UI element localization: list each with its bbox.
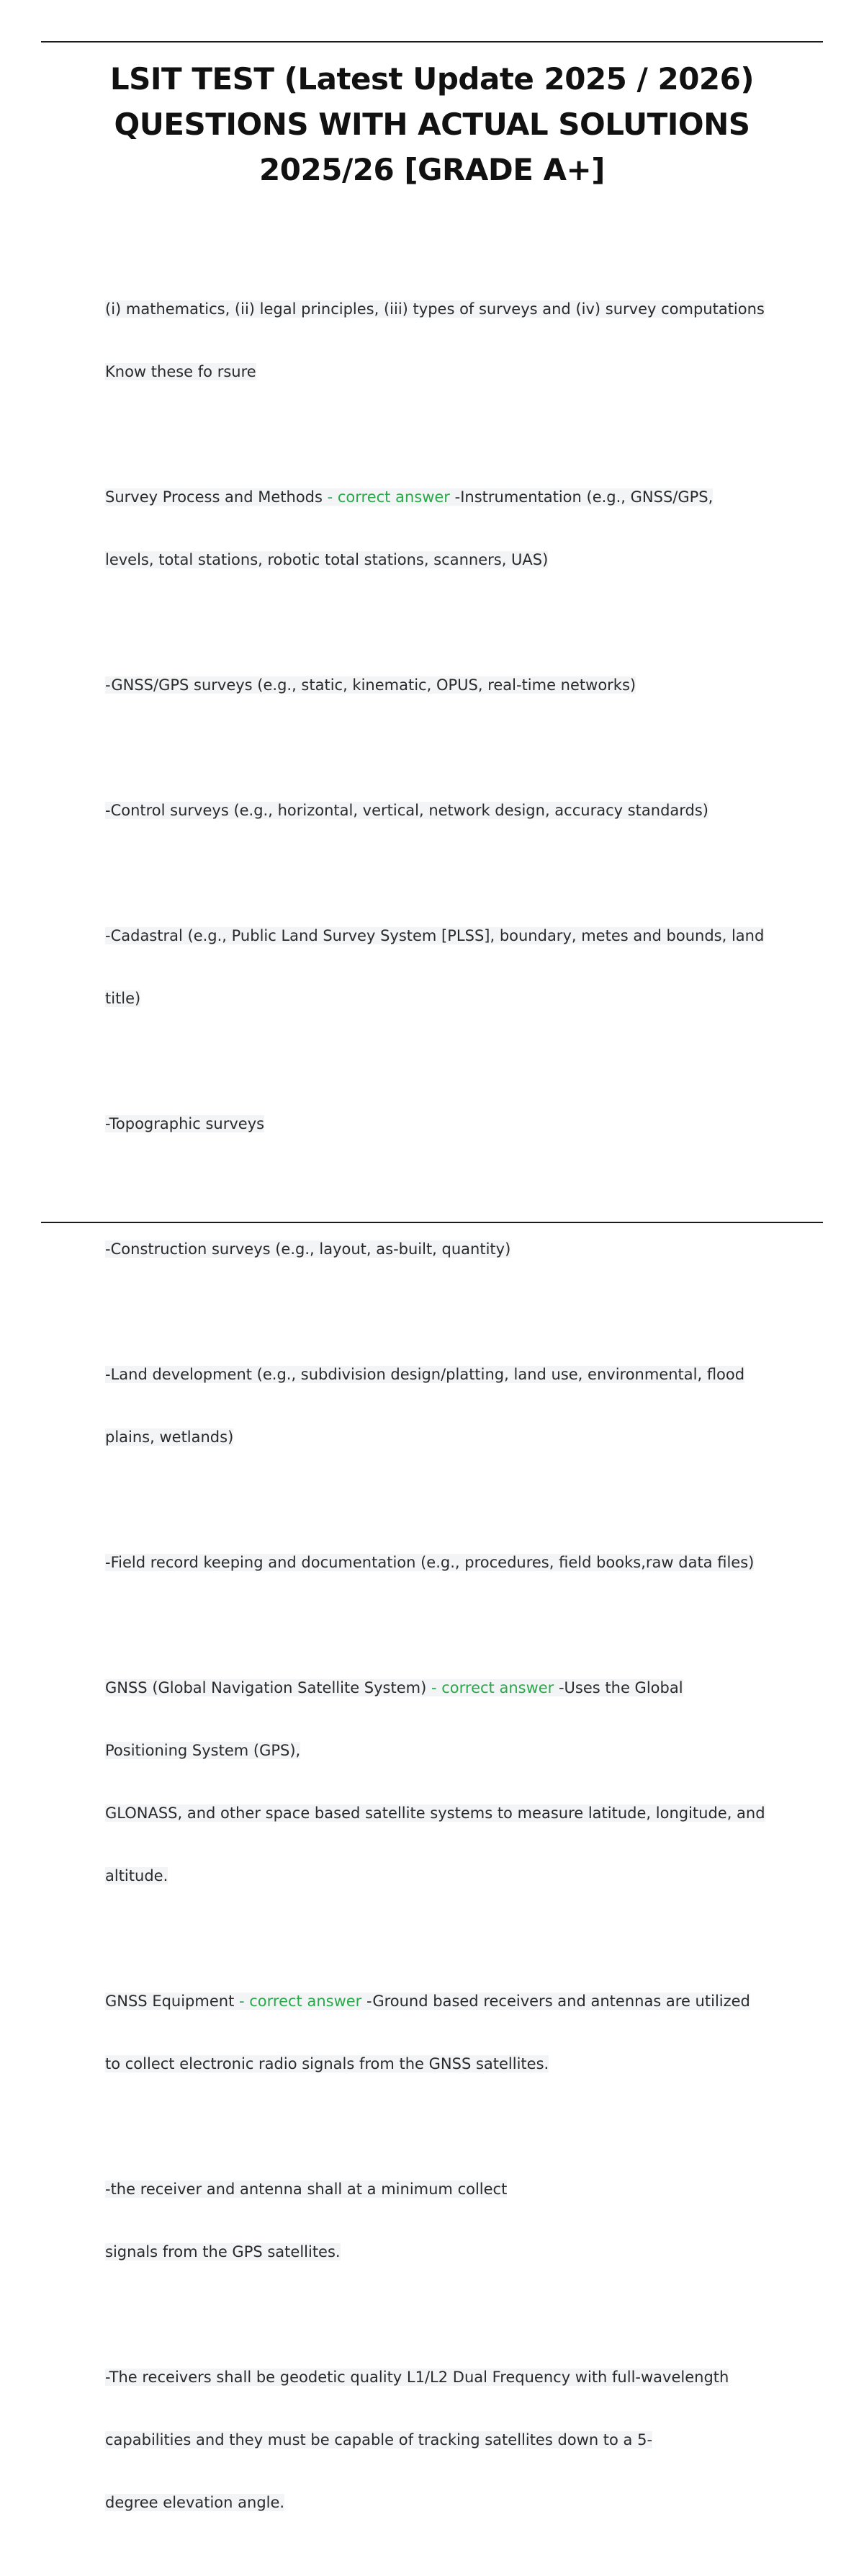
answer-text: levels, total stations, robotic total stations, scanners, UAS) [105, 551, 549, 568]
title-line: LSIT TEST (Latest Update 2025 / 2026) [109, 61, 755, 97]
paragraph-line: -the receiver and antenna shall at a minimum collect [105, 2181, 508, 2198]
paragraph [105, 2137, 786, 2304]
top-rule [41, 41, 823, 43]
page-title [86, 56, 778, 192]
paragraph [105, 2325, 786, 2555]
answer-text: -Ground based receivers and antennas are utilized [366, 1993, 750, 2010]
title-line: QUESTIONS WITH ACTUAL SOLUTIONS [114, 107, 750, 142]
correct-answer-marker: - correct answer [426, 1679, 559, 1696]
paragraph-line: -The receivers shall be geodetic quality L1/L2 Dual Frequency with full-wavelength [105, 2369, 729, 2386]
paragraph [105, 1197, 786, 1302]
title-line: 2025/26 [GRADE A+] [259, 152, 605, 187]
paragraph-line: plains, wetlands) [105, 1428, 234, 1446]
correct-answer-marker: - correct answer [234, 1993, 366, 2010]
paragraph-line: Know these fo rsure [105, 363, 256, 380]
paragraph [105, 257, 786, 424]
paragraph-line: capabilities and they must be capable of tracking satellites down to a 5- [105, 2431, 653, 2448]
paragraph-line: -Construction surveys (e.g., layout, as-built, quantity) [105, 1240, 511, 1258]
paragraph [105, 633, 786, 738]
qa-paragraph [105, 1949, 786, 2116]
paragraph [105, 1511, 786, 1615]
question-term: GNSS Equipment [105, 1993, 235, 2010]
answer-text: -Instrumentation (e.g., GNSS/GPS, [454, 488, 714, 506]
paragraph [105, 1072, 786, 1176]
paragraph-line: -Land development (e.g., subdivision design/platting, land use, environmental, flood [105, 1366, 745, 1383]
answer-text: altitude. [105, 1867, 168, 1884]
paragraph [105, 759, 786, 863]
paragraph-line: -GNSS/GPS surveys (e.g., static, kinematic, OPUS, real-time networks) [105, 676, 636, 694]
answer-text: GLONASS, and other space based satellite systems to measure latitude, longitude, and [105, 1804, 765, 1822]
answer-text: to collect electronic radio signals from the GNSS satellites. [105, 2055, 549, 2072]
bottom-rule [41, 1222, 823, 1223]
paragraph-line: -Control surveys (e.g., horizontal, vertical, network design, accuracy standards) [105, 802, 709, 819]
paragraph-line: signals from the GPS satellites. [105, 2243, 341, 2260]
answer-text: Positioning System (GPS), [105, 1742, 301, 1759]
paragraph-line: -Cadastral (e.g., Public Land Survey System [PLSS], boundary, metes and bounds, land [105, 927, 765, 944]
paragraph-line: -Topographic surveys [105, 1115, 265, 1132]
paragraph-line: -Field record keeping and documentation (e.g., procedures, field books,raw data files) [105, 1554, 755, 1571]
paragraph [105, 884, 786, 1051]
question-term: Survey Process and Methods [105, 488, 323, 506]
paragraph-line: title) [105, 990, 141, 1007]
paragraph-line: (i) mathematics, (ii) legal principles, (iii) types of surveys and (iv) survey computations [105, 300, 765, 318]
answer-text: -Uses the Global [558, 1679, 683, 1696]
question-term: GNSS (Global Navigation Satellite System) [105, 1679, 427, 1696]
correct-answer-marker: - correct answer [322, 488, 455, 506]
qa-paragraph [105, 445, 786, 612]
paragraph [105, 1323, 786, 1490]
document-body [105, 257, 786, 2576]
paragraph-line: degree elevation angle. [105, 2494, 285, 2511]
qa-paragraph [105, 1636, 786, 1928]
